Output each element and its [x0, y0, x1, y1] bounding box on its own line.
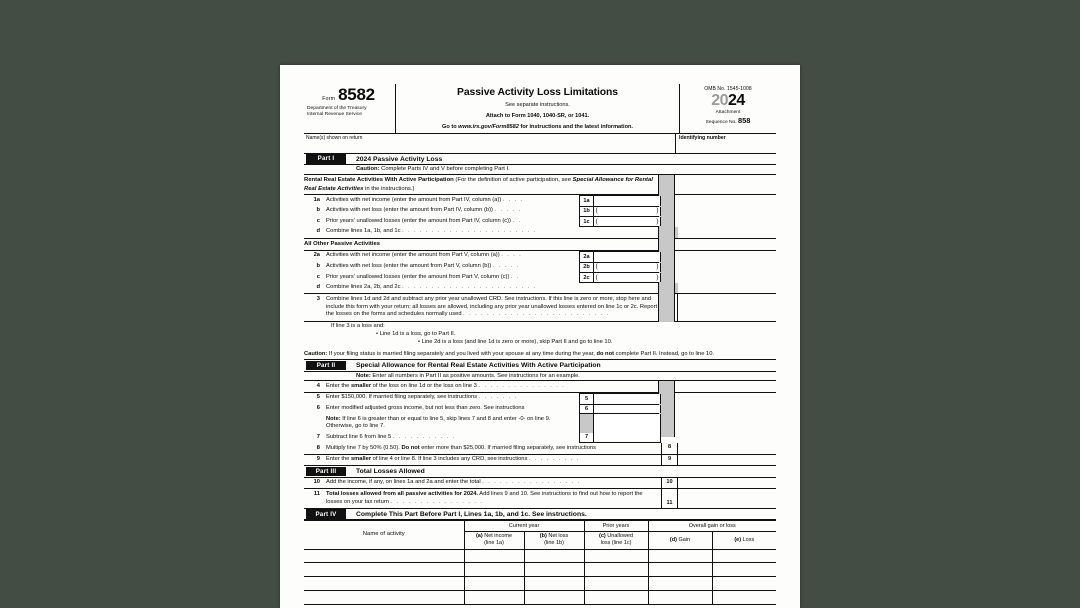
line-10-number: 10 [313, 479, 320, 486]
line-2d-label: Combine lines 2a, 2b, and 2c [326, 284, 401, 291]
line-8-tag: 8 [667, 444, 672, 451]
line-2a-input[interactable] [594, 252, 661, 262]
line-9-pre: Enter the [326, 456, 351, 463]
line-8-post: enter more than $25,000. If married filing separately, see instructions [419, 444, 596, 451]
line-2b-desc [304, 262, 579, 273]
line-5-tail [678, 393, 746, 404]
line-1b-text [326, 207, 576, 215]
sequence-label: Sequence No. [705, 120, 738, 126]
line-2b-tag: 2b [579, 263, 594, 273]
rental-realestate-heading-row [304, 175, 776, 195]
loss-cell[interactable] [712, 563, 776, 577]
line-10-row [304, 478, 776, 490]
form-number-block [306, 86, 391, 103]
line-9-tag-cell [661, 455, 678, 466]
line-2a-tail [678, 251, 746, 262]
part-4-table [304, 520, 776, 605]
line-3-cond-tail [678, 322, 746, 349]
part-1-bottom-caution [304, 348, 776, 359]
masthead-sub-3 [400, 123, 675, 131]
part-4-col-c [584, 531, 648, 549]
line-1d-text [326, 228, 658, 236]
part-4-group-current-year: Current year [464, 521, 584, 532]
form-number: 8582 [338, 85, 375, 104]
line-2d-input[interactable] [678, 283, 746, 294]
col-c-label: Unallowed [605, 533, 633, 540]
net-income-cell[interactable] [464, 577, 524, 591]
line-11-input[interactable] [678, 489, 746, 507]
line-2c-desc [304, 272, 579, 283]
line-1c-number: c [316, 217, 320, 224]
form-page [280, 65, 800, 608]
line-5-row [304, 393, 776, 404]
part-4-title: Complete This Part Before Part I, Lines 1a, 1b, and 1c. See instructions. [356, 510, 587, 518]
line-1b-leader: . . . . . [494, 207, 522, 214]
net-income-cell[interactable] [464, 563, 524, 577]
line-1a-row [304, 195, 776, 206]
line-10-label: Add the income, if any, on lines 1a and 2a and enter the total [326, 479, 481, 486]
line-1c-leader: . . [512, 217, 522, 224]
line-2c-number: c [316, 273, 320, 280]
part-4-banner [304, 508, 776, 521]
line-2b-tail [678, 262, 746, 273]
gain-cell[interactable] [648, 563, 712, 577]
line-6-row [304, 404, 776, 415]
line-5-amount [579, 393, 661, 404]
line-2d-text [326, 284, 658, 292]
masthead-right [679, 84, 776, 133]
line-1d-number: d [316, 228, 320, 235]
line-2c-tail [678, 272, 746, 283]
line-8-input[interactable] [678, 443, 746, 454]
line-11-text [326, 491, 658, 507]
line-1a-leader: . . . . [502, 196, 524, 203]
part-2-title: Special Allowance for Rental Real Estate Activities With Active Participation [356, 362, 601, 370]
line-1a-label: Activities with net income (enter the amount from Part IV, column (a)) [326, 196, 502, 203]
line-1d-label: Combine lines 1a, 1b, and 1c [326, 228, 401, 235]
part-1-title: 2024 Passive Activity Loss [356, 155, 443, 163]
irs-url[interactable]: www.irs.gov/Form8582 [458, 123, 519, 130]
line-2d-row [304, 283, 776, 295]
line-1d-leader: . . . . . . . . . . . . . . . . . . . . . . . [402, 228, 537, 235]
form-word-label: Form [322, 96, 336, 102]
activity-name-cell[interactable] [304, 563, 464, 577]
unallowed-loss-cell[interactable] [584, 563, 648, 577]
net-income-cell[interactable] [464, 591, 524, 605]
line-9-desc [304, 455, 661, 466]
line-1b-tail [678, 206, 746, 217]
bottom-caution-text-2: complete Part II. Instead, go to line 10. [614, 350, 715, 357]
line-6-tail [678, 404, 746, 415]
line-1c-tail [678, 216, 746, 227]
line-1d-desc [304, 227, 661, 238]
part-1-caution-row [304, 165, 776, 175]
line-3-bullet-1: • Line 1d is a loss, go to Part II. [376, 330, 456, 337]
line-6-input[interactable] [594, 405, 661, 414]
part-3-title: Total Losses Allowed [356, 468, 425, 476]
line-4-text [326, 383, 658, 391]
line-1b-amount [579, 206, 661, 217]
bottom-caution-label: Caution: [304, 350, 328, 357]
line-6-note-row [304, 414, 776, 432]
line-3-conditions [304, 323, 658, 346]
line-6-desc [304, 404, 579, 415]
line-8-tag-cell [661, 443, 678, 454]
line-11-row [304, 489, 776, 507]
line-1b-desc [304, 206, 579, 217]
part-2-note-label: Note: [356, 372, 371, 379]
line-5-tag: 5 [579, 394, 594, 404]
identifying-number-label[interactable]: Identifying number [679, 135, 726, 142]
part-2-banner [304, 359, 776, 372]
line-6-number: 6 [316, 405, 320, 411]
line-1c-amount [579, 216, 661, 227]
part-4-col-d [648, 531, 712, 549]
masthead-left [304, 84, 396, 133]
part-4-col-e [712, 531, 776, 549]
line-3-desc [304, 294, 661, 320]
line-9-input[interactable] [678, 455, 746, 466]
part-4-col-b [524, 531, 584, 549]
col-a-tag: (a) [475, 533, 483, 540]
unallowed-loss-cell[interactable] [584, 591, 648, 605]
line-2a-tag: 2a [579, 252, 594, 262]
line-7-input[interactable] [594, 433, 661, 443]
line-9-row [304, 455, 776, 466]
line-2d-leader: . . . . . . . . . . . . . . . . . . . . . . . [402, 284, 537, 291]
line-2b-row [304, 262, 776, 273]
activity-name-cell[interactable] [304, 577, 464, 591]
line-8-desc [304, 443, 661, 454]
line-1b-input[interactable] [594, 207, 661, 217]
line-6-note-desc [304, 414, 579, 432]
department-line-1: Department of the Treasury [307, 106, 367, 111]
line-2b-number: b [316, 262, 320, 269]
department-line-2: Internal Revenue Service [307, 112, 362, 118]
part-3-tag: Part III [306, 467, 346, 477]
sequence-number: 858 [738, 116, 751, 126]
line-5-desc [304, 393, 579, 404]
net-loss-cell[interactable] [524, 577, 584, 591]
line-10-desc [304, 478, 661, 489]
net-loss-cell[interactable] [524, 563, 584, 577]
line-2a-desc [304, 251, 579, 262]
line-9-bold: smaller [350, 456, 372, 463]
col-a-label: Net income [482, 533, 513, 540]
col-a-sub: (line 1a) [484, 540, 504, 547]
line-5-number: 5 [316, 394, 320, 401]
line-1d-input[interactable] [678, 227, 746, 238]
activity-name-cell[interactable] [304, 591, 464, 605]
line-7-row [304, 433, 776, 444]
col-e-label: Loss [741, 536, 755, 543]
gain-cell[interactable] [648, 549, 712, 563]
loss-cell[interactable] [712, 577, 776, 591]
masthead-sub-2: Attach to Form 1040, 1040-SR, or 1041. [485, 113, 590, 120]
gain-cell[interactable] [648, 577, 712, 591]
line-1b-row [304, 206, 776, 217]
line-1d-row [304, 227, 776, 239]
line-1a-desc [304, 195, 579, 206]
line-6-note-tail [678, 414, 746, 432]
line-2b-text [326, 263, 576, 271]
caution-label: Caution: [356, 166, 380, 173]
line-10-leader: . . . . . . . . . . . . . . . . . [482, 479, 581, 486]
masthead-sub-1: See separate instructions. [505, 102, 570, 109]
line-6-text [326, 405, 576, 413]
gain-cell[interactable] [648, 591, 712, 605]
net-loss-cell[interactable] [524, 591, 584, 605]
line-4-pre: Enter the [326, 382, 351, 389]
line-9-number: 9 [316, 456, 320, 463]
col-b-tag: (b) [539, 533, 547, 540]
tax-year-suffix: 24 [728, 92, 745, 109]
table-row[interactable] [304, 591, 776, 605]
line-2d-desc [304, 283, 661, 294]
line-1c-text [326, 218, 576, 226]
part-2-note-row [304, 372, 776, 382]
line-1a-input[interactable] [594, 196, 661, 206]
all-other-heading-row [304, 239, 776, 251]
col-d-tag: (d) [669, 536, 677, 543]
col-d-label: Gain [676, 536, 691, 543]
line-5-input[interactable] [594, 394, 661, 404]
line-4-row [304, 381, 776, 393]
line-4-input[interactable] [678, 381, 746, 392]
attachment-block [682, 110, 774, 127]
line-3-if-intro: If line 3 is a loss and: [331, 322, 385, 329]
line-8-row [304, 443, 776, 455]
line-6-note-text: If line 6 is greater than or equal to line 5, skip lines 7 and 8 and enter -0- on line 9. Otherwise, go to line 7. [326, 415, 551, 430]
net-income-cell[interactable] [464, 549, 524, 563]
line-11-tag-cell [661, 489, 678, 507]
line-5-text [326, 394, 576, 402]
line-6-label: Enter modified adjusted gross income, but not less than zero. See instructions [326, 405, 525, 411]
col-b-label: Net loss [546, 533, 569, 540]
line-1a-text [326, 197, 576, 205]
line-6-note-amount [579, 414, 661, 432]
line-2c-input[interactable] [594, 273, 661, 282]
part-4-name-of-activity-header: Name of activity [304, 521, 464, 549]
line-2b-amount [579, 262, 661, 273]
line-10-tag-cell [661, 478, 678, 489]
line-7-amount [579, 433, 661, 444]
col-e-tag: (e) [734, 536, 742, 543]
rental-realestate-heading [304, 175, 661, 194]
line-4-post: of the loss on line 1d or the loss on line 3 [371, 382, 477, 389]
net-loss-cell[interactable] [524, 549, 584, 563]
line-2c-amount [579, 272, 661, 283]
bottom-caution-text-1: If your filing status is married filing separately and you lived with your spouse at any time during the year, [327, 350, 597, 357]
loss-cell[interactable] [712, 591, 776, 605]
line-7-number: 7 [316, 434, 320, 440]
line-11-leader: . . . . . . . . . . . . . . . . [390, 498, 484, 505]
line-2a-amount [579, 251, 661, 262]
rental-head-rest: (For the definition of active participation, see [453, 177, 573, 184]
line-3-input[interactable] [678, 294, 746, 320]
omb-number: OMB No. 1545-1008 [704, 86, 752, 92]
all-other-heading: All Other Passive Activities [304, 241, 381, 248]
tax-year [682, 93, 774, 110]
line-11-post: Add lines 9 and 10. See instructions to find out how to report the losses on your tax return [326, 490, 643, 505]
part-1-caution [304, 165, 776, 174]
line-1a-tag: 1a [579, 196, 594, 206]
table-row[interactable] [304, 563, 776, 577]
rental-head-tail: in the instructions.) [363, 185, 415, 192]
line-2d-number: d [316, 284, 320, 291]
line-5-leader: . . . . . . . [478, 394, 518, 401]
line-2b-label: Activities with net loss (enter the amount from Part V, column (b)) [326, 262, 492, 269]
line-4-bold: smaller [350, 382, 372, 389]
line-4-leader: . . . . . . . . . . . . . . . [478, 382, 566, 389]
part-1-tag: Part I [306, 154, 346, 164]
line-9-text [326, 456, 658, 464]
line-2a-leader: . . . . [501, 252, 523, 259]
line-11-tag: 11 [666, 500, 673, 507]
goto-prefix: Go to [442, 123, 459, 130]
line-3-text [326, 296, 658, 319]
line-1c-tag: 1c [579, 217, 594, 226]
col-c-tag: (c) [599, 533, 606, 540]
line-3-leader: . . . . . . . . . . . . . . . . . . . . . . . . . [463, 311, 610, 318]
part-2-tag: Part II [306, 361, 346, 371]
line-8-text [326, 445, 658, 453]
part-4-group-header-row [304, 521, 776, 532]
line-3-bullet-2: • Line 2d is a loss (and line 1d is zero or more), skip Part II and go to line 10. [418, 338, 613, 345]
line-11-desc [304, 489, 661, 507]
part-2-note-text: Enter all numbers in Part II as positive amounts. See instructions for an example. [370, 372, 580, 379]
part-1-body [304, 175, 776, 349]
unallowed-loss-cell[interactable] [584, 549, 648, 563]
tax-year-prefix: 20 [711, 92, 728, 109]
part-3-banner [304, 465, 776, 478]
attachment-sequence-line [682, 116, 774, 126]
rental-head-italic: Special Allowance for Rental Real Estate Activities [304, 177, 653, 192]
masthead-center [396, 84, 679, 133]
line-3-label: Combine lines 1d and 2d and subtract any prior year unallowed CRD. See instructions. If this line is zero or more, stop here and include this form with your return; all losses are allowed, including any prior year unallowed losses entered on line 1c or 2c. Report the losses on the forms and schedules normally used [326, 295, 658, 318]
part-2-note [304, 372, 776, 381]
form-sheet [304, 84, 776, 605]
line-7-text [326, 434, 576, 442]
part-4-col-a [464, 531, 524, 549]
line-9-tag: 9 [667, 455, 672, 462]
line-6-note-blank [594, 414, 661, 432]
line-11-number: 11 [313, 490, 320, 497]
line-1c-label: Prior years' unallowed losses (enter the amount from Part IV, column (c)) [326, 217, 511, 224]
line-2c-tag: 2c [579, 273, 594, 282]
line-2c-row [304, 272, 776, 283]
part-4-group-prior-years: Prior years [584, 521, 648, 532]
line-8-number: 8 [316, 444, 320, 451]
line-7-label: Subtract line 6 from line 5 [326, 434, 392, 440]
table-row[interactable] [304, 577, 776, 591]
line-9-leader: . . . . . . . . . [528, 456, 580, 463]
line-7-tail [678, 433, 746, 444]
line-2b-input[interactable] [594, 263, 661, 273]
line-2c-label: Prior years' unallowed losses (enter the amount from Part V, column (c)) [326, 273, 510, 280]
line-7-desc [304, 433, 579, 444]
line-2c-leader: . . [510, 273, 520, 280]
line-1b-label: Activities with net loss (enter the amount from Part IV, column (b)) [326, 207, 493, 214]
line-1c-desc [304, 216, 579, 227]
line-10-input[interactable] [678, 478, 746, 489]
line-6-note [326, 416, 576, 432]
line-11-bold: Total losses allowed from all passive activities for 2024. [326, 490, 479, 497]
line-2a-number: 2a [313, 252, 320, 259]
line-3-conditions-desc [304, 322, 661, 349]
line-10-tag: 10 [666, 479, 673, 486]
line-1c-input[interactable] [594, 217, 661, 226]
names-shown-label[interactable]: Name(s) shown on return [304, 134, 676, 153]
line-1a-tail [678, 195, 746, 206]
line-5-label: Enter $150,000. If married filing separately, see instructions [326, 394, 478, 401]
line-6-note-spacer [304, 416, 326, 432]
line-2a-row [304, 251, 776, 262]
line-2a-text [326, 252, 576, 260]
rental-head-bold: Rental Real Estate Activities With Active Participation [304, 177, 454, 184]
line-1b-number: b [316, 207, 320, 214]
loss-cell[interactable] [712, 549, 776, 563]
part-4-group-overall: Overall gain or loss [648, 521, 776, 532]
line-6-note-label: Note: [326, 415, 341, 422]
taxpayer-identity-row [304, 134, 776, 154]
line-1c-row [304, 216, 776, 227]
line-7-tag: 7 [579, 433, 594, 443]
line-2c-text [326, 274, 576, 282]
col-b-sub: (line 1b) [544, 540, 564, 547]
line-9-post: of line 4 or line 8. If line 3 includes any CRD, see instructions [371, 456, 528, 463]
line-2a-label: Activities with net income (enter the amount from Part V, column (a)) [326, 252, 500, 259]
part-4-tag: Part IV [306, 509, 346, 519]
all-other-tail [678, 239, 746, 250]
line-3-conditions-row [304, 322, 776, 349]
line-3-number: 3 [316, 295, 320, 302]
part-2-body [304, 381, 776, 465]
rental-head-tail-spacer [678, 175, 746, 194]
unallowed-loss-cell[interactable] [584, 577, 648, 591]
part-1-banner [304, 154, 776, 166]
line-7-leader: . . . . . . . . . . . [392, 434, 456, 440]
line-1b-tag: 1b [579, 207, 594, 217]
line-4-number: 4 [316, 382, 320, 389]
line-6-amount [579, 404, 661, 415]
bottom-caution-bold: do not [596, 350, 614, 357]
department-block [306, 106, 391, 119]
table-row[interactable] [304, 549, 776, 563]
line-4-desc [304, 381, 661, 392]
attachment-label: Attachment [715, 109, 741, 115]
goto-suffix: for instructions and the latest information. [518, 123, 633, 130]
line-6-tag: 6 [579, 405, 594, 414]
form-title: Passive Activity Loss Limitations [457, 87, 618, 98]
line-1a-number: 1a [313, 196, 320, 203]
activity-name-cell[interactable] [304, 549, 464, 563]
part-3-body [304, 478, 776, 508]
col-c-sub: loss (line 1c) [600, 540, 632, 547]
caution-text: Complete Parts IV and V before completing Part I. [379, 166, 510, 173]
line-8-bold: Do not [401, 444, 420, 451]
line-3-row [304, 294, 776, 321]
line-8-pre: Multiply line 7 by 50% (0.50). [326, 444, 402, 451]
line-6-note-tag-shade [579, 414, 594, 432]
line-1a-amount [579, 195, 661, 206]
form-masthead [304, 84, 776, 134]
line-10-text [326, 479, 658, 487]
line-2b-leader: . . . . . [492, 262, 520, 269]
line-3-cond-grey [661, 322, 678, 349]
